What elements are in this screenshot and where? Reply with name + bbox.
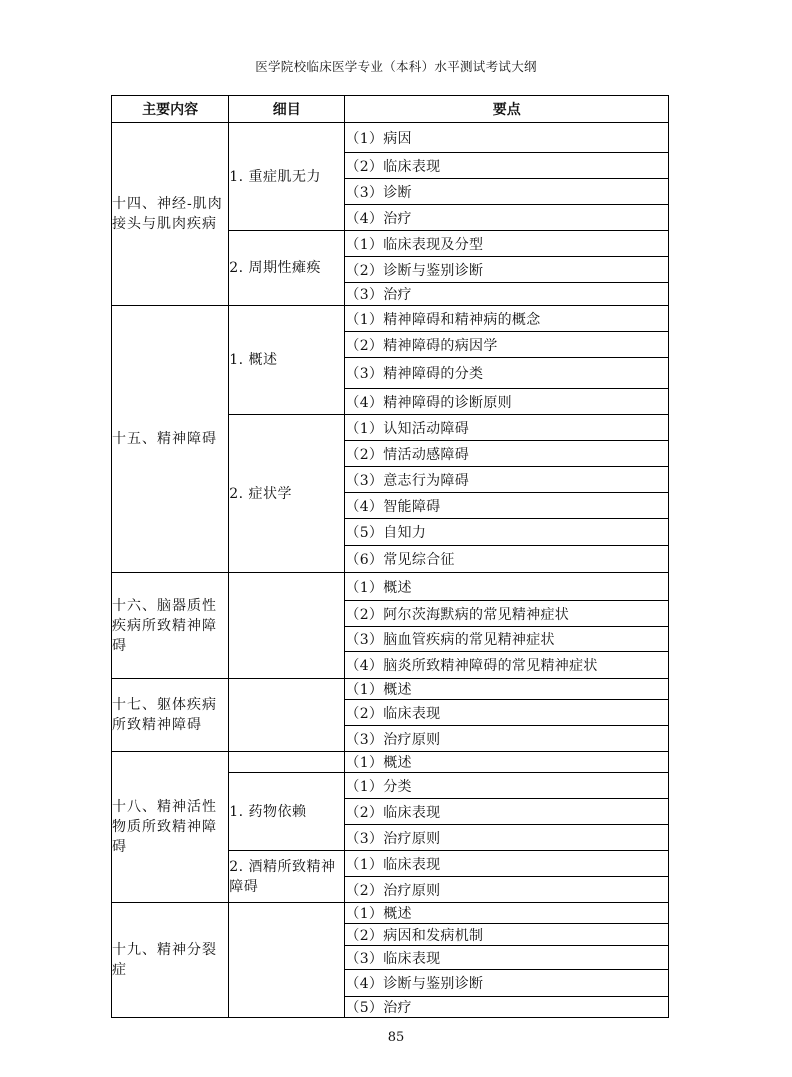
table-row — [112, 123, 669, 153]
key-point-cell: （2）诊断与鉴别诊断 — [345, 257, 669, 283]
table-row — [112, 573, 669, 601]
key-point-cell: （6）常见综合征 — [345, 546, 669, 573]
key-point-cell: （1）临床表现及分型 — [345, 231, 669, 257]
key-point-cell: （2）治疗原则 — [345, 877, 669, 903]
detail-cell — [229, 573, 345, 679]
detail-cell — [229, 679, 345, 752]
page-number: 85 — [387, 1030, 405, 1045]
column-header-key-points: 要点 — [345, 96, 669, 123]
table-row — [112, 306, 669, 332]
table-header-row — [112, 96, 669, 123]
key-point-cell: （4）精神障碍的诊断原则 — [345, 389, 669, 415]
column-header-main-content: 主要内容 — [112, 96, 229, 123]
syllabus-table — [111, 95, 669, 1018]
key-point-cell: （2）病因和发病机制 — [345, 924, 669, 946]
topic-cell: 十七、躯体疾病所致精神障碍 — [112, 679, 229, 752]
key-point-cell: （3）临床表现 — [345, 946, 669, 970]
key-point-cell: （1）病因 — [345, 123, 669, 153]
table-body — [112, 123, 669, 1018]
key-point-cell: （1）认知活动障碍 — [345, 415, 669, 441]
key-point-cell: （3）治疗原则 — [345, 726, 669, 752]
column-header-details: 细目 — [229, 96, 345, 123]
detail-cell: 2. 酒精所致精神障碍 — [229, 851, 345, 903]
key-point-cell: （2）临床表现 — [345, 700, 669, 726]
detail-cell: 2. 症状学 — [229, 415, 345, 573]
key-point-cell: （2）临床表现 — [345, 799, 669, 825]
detail-cell: 1. 概述 — [229, 306, 345, 415]
key-point-cell: （1）精神障碍和精神病的概念 — [345, 306, 669, 332]
topic-cell: 十九、精神分裂症 — [112, 903, 229, 1018]
key-point-cell: （3）治疗原则 — [345, 825, 669, 851]
key-point-cell: （3）脑血管疾病的常见精神症状 — [345, 627, 669, 652]
topic-cell: 十四、神经-肌肉接头与肌肉疾病 — [112, 123, 229, 306]
page-header: 医学院校临床医学专业（本科）水平测试考试大纲 — [255, 59, 537, 74]
key-point-cell: （1）概述 — [345, 573, 669, 601]
key-point-cell: （3）精神障碍的分类 — [345, 358, 669, 389]
key-point-cell: （4）治疗 — [345, 205, 669, 231]
key-point-cell: （1）概述 — [345, 679, 669, 700]
key-point-cell: （4）诊断与鉴别诊断 — [345, 970, 669, 997]
key-point-cell: （5）自知力 — [345, 519, 669, 546]
key-point-cell: （1）分类 — [345, 773, 669, 799]
key-point-cell: （3）诊断 — [345, 179, 669, 205]
key-point-cell: （2）情活动感障碍 — [345, 441, 669, 467]
key-point-cell: （1）概述 — [345, 903, 669, 924]
key-point-cell: （4）脑炎所致精神障碍的常见精神症状 — [345, 652, 669, 679]
key-point-cell: （3）意志行为障碍 — [345, 467, 669, 493]
key-point-cell: （1）临床表现 — [345, 851, 669, 877]
table-row — [112, 679, 669, 700]
key-point-cell: （3）治疗 — [345, 283, 669, 306]
topic-cell: 十五、精神障碍 — [112, 306, 229, 573]
topic-cell: 十六、脑器质性疾病所致精神障碍 — [112, 573, 229, 679]
detail-cell — [229, 752, 345, 773]
key-point-cell: （1）概述 — [345, 752, 669, 773]
key-point-cell: （5）治疗 — [345, 997, 669, 1018]
key-point-cell: （2）阿尔茨海默病的常见精神症状 — [345, 601, 669, 627]
topic-cell: 十八、精神活性物质所致精神障碍 — [112, 752, 229, 903]
table-row — [112, 903, 669, 924]
detail-cell: 1. 药物依赖 — [229, 773, 345, 851]
detail-cell: 1. 重症肌无力 — [229, 123, 345, 231]
table-row — [112, 752, 669, 773]
key-point-cell: （4）智能障碍 — [345, 493, 669, 519]
detail-cell — [229, 903, 345, 1018]
key-point-cell: （2）临床表现 — [345, 153, 669, 179]
key-point-cell: （2）精神障碍的病因学 — [345, 332, 669, 358]
detail-cell: 2. 周期性瘫痪 — [229, 231, 345, 306]
